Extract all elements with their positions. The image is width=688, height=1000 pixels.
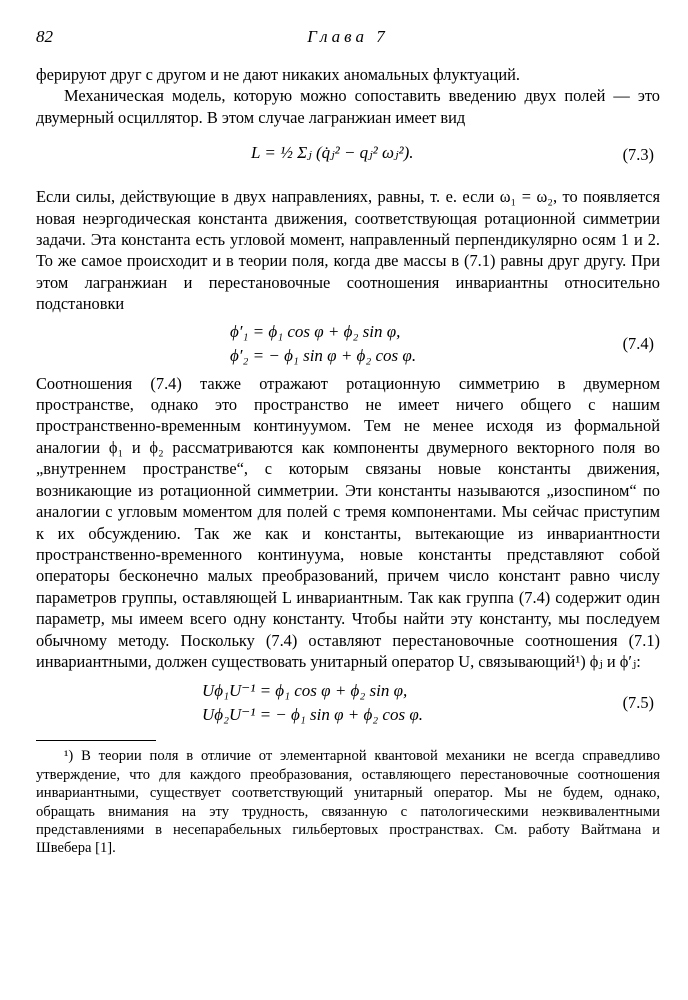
running-header [36,27,660,51]
paragraph-3: Если силы, действующие в двух направлениях, равны, т. е. если ω₁ = ω₂, то появляется новая неэргодическая константа движения, соответствующая ротационной симметрии задачи. Эта константа есть угловой момент, направленный перпендикулярно осям 1 и 2. То же самое происходит и в теории поля, когда две массы в (7.1) равны друг другу. При этом лагранжиан и перестановочные соотношения инвариантны относительно подстановки [36,187,660,314]
equation-7-4 [36,317,660,369]
footnote-rule [36,740,156,741]
equation-7-4-line-2: ϕ′₂ = − ϕ₁ sin φ + ϕ₂ cos φ. [230,345,417,365]
equation-7-4-number: (7.4) [622,333,654,353]
equation-7-3 [36,130,660,180]
equation-7-5 [36,674,660,726]
chapter-title: Глава 7 [307,27,389,46]
paragraph-2: Механическая модель, которую можно сопоставить введению двух полей — это двумерный осциллятор. В этом случае лагранжиан имеет вид [36,86,660,127]
page-number: 82 [36,27,53,46]
main-text [36,64,660,858]
paragraph-1: ферируют друг с другом и не дают никаких аномальных флуктуаций. [36,65,520,84]
equation-7-3-formula: L = ½ Σⱼ (q̇ⱼ² − qⱼ² ωⱼ²). [251,143,414,163]
equation-7-3-number: (7.3) [622,145,654,165]
equation-7-5-line-1: Uϕ₁U⁻¹ = ϕ₁ cos φ + ϕ₂ sin φ, [202,681,408,701]
paragraph-4: Соотношения (7.4) также отражают ротационную симметрию в двумерном пространстве, однако это пространство не имеет ничего общего с нашим пространственно-временным континуумом. Тем не менее исходя из формальной аналогии ϕ₁ и ϕ₂ рассматриваются как компоненты двумерного векторного поля во „внутреннем пространстве“, с которым связаны новые константы движения, возникающие из ротационной симметрии. Эти константы называются „изоспином“ по аналогии с угловым моментом для полей с тремя компонентами. Мы сейчас приступим к их обсуждению. Так же как и константы, вытекающие из инвариантности пространственно-временного континуума, новые константы представляют собой операторы бесконечно малых преобразований, причем число констант равно числу параметров группы, оставляющей L инвариантным. Так как группа (7.4) содержит один параметр, мы имеем всего одну константу. Чтобы найти эту константу, мы последуем обычному методу. Поскольку (7.4) оставляют перестановочные соотношения (7.1) инвариантными, должен существовать унитарный оператор U, связывающий¹) ϕⱼ и ϕ′ⱼ: [36,373,660,671]
equation-7-5-line-2: Uϕ₂U⁻¹ = − ϕ₁ sin φ + ϕ₂ cos φ. [202,705,423,725]
equation-7-4-line-1: ϕ′₁ = ϕ₁ cos φ + ϕ₂ sin φ, [230,321,401,341]
equation-7-5-number: (7.5) [622,693,654,713]
footnote: ¹) В теории поля в отличие от элементарной квантовой механики не всегда справедливо утверждение, что для каждого преобразования, оставляющего перестановочные соотношения инвариантными, существует соответствующий унитарный оператор. Мы не будем, однако, обращать внимания на эту трудность, связанную с патологическими неэквивалентными представлениями в несепарабельных гильбертовых пространствах. См. работу Вайтмана и Швебера [1]. [36,748,660,857]
